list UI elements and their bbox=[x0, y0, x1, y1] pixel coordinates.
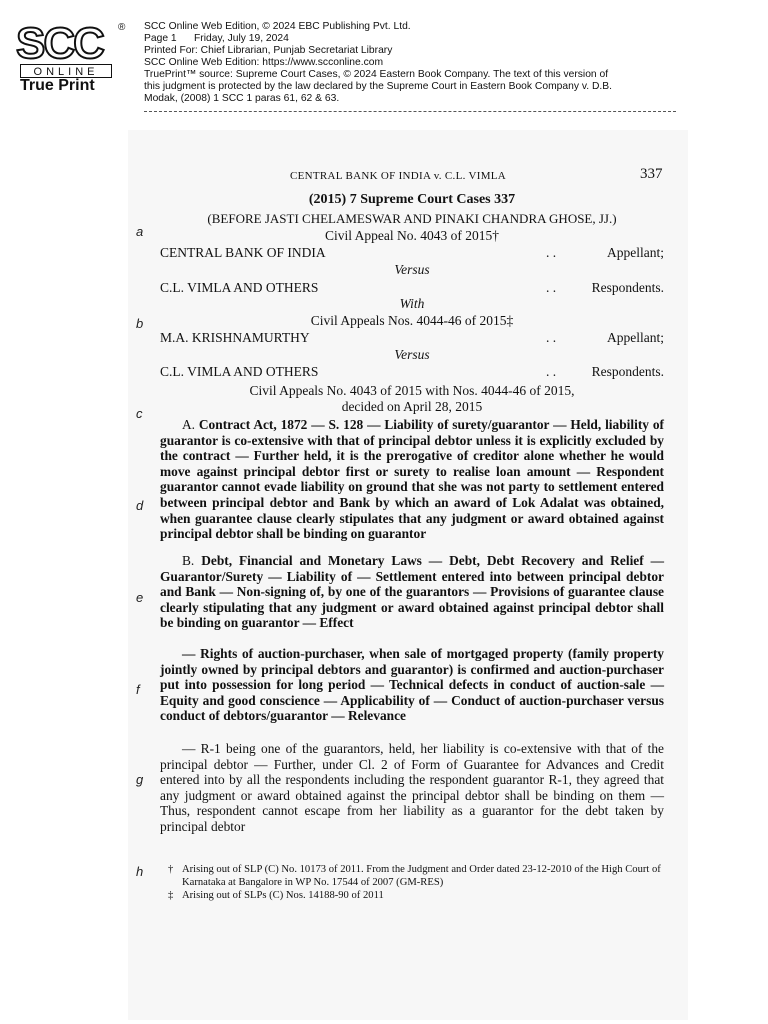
logo-scc-text: SCC bbox=[16, 19, 103, 68]
margin-letter-b: b bbox=[136, 316, 144, 331]
headnote-b-text: Debt, Financial and Monetary Laws — Debt, Debt Recovery and Relief — Guarantor/Surety — Liability of — Settlement entered into between principal debtor and Bank — Non-signing of, by one of the guarantors — Provisions of guarantee clause clearly stipulating that any judgment or award obtained against principal debtor shall be binding on guarantor — Effect bbox=[160, 553, 664, 631]
dots: . . bbox=[546, 364, 557, 379]
bench: (BEFORE JASTI CHELAMESWAR AND PINAKI CHANDRA GHOSE, JJ.) bbox=[207, 211, 617, 226]
party-row-respondent-1 bbox=[160, 280, 664, 296]
header-line-trueprint-source: TruePrint™ source: Supreme Court Cases, © 2024 Eastern Book Company. The text of this version of bbox=[144, 69, 609, 80]
appellant-role: Appellant; bbox=[607, 245, 664, 260]
header-divider bbox=[144, 111, 676, 112]
headnote-b bbox=[160, 553, 664, 631]
margin-letter-h: h bbox=[136, 864, 144, 879]
margin-letter-f: f bbox=[136, 682, 140, 697]
logo-true-print-text: True Print bbox=[20, 77, 95, 94]
appellant-2-name: M.A. KRISHNAMURTHY bbox=[160, 330, 310, 345]
civil-appeal-1: Civil Appeal No. 4043 of 2015† bbox=[325, 228, 499, 243]
page-number: 337 bbox=[640, 166, 663, 182]
appellant-role: Appellant; bbox=[607, 330, 664, 345]
margin-letter-c: c bbox=[136, 406, 143, 421]
footnote-2-text: Arising out of SLPs (C) Nos. 14188-90 of 2011 bbox=[182, 890, 384, 901]
respondent-role: Respondents. bbox=[591, 364, 664, 379]
headnote-b-auction bbox=[160, 646, 664, 724]
party-row-appellant-2 bbox=[160, 330, 664, 346]
dots: . . bbox=[546, 280, 557, 295]
headnote-a-text: Contract Act, 1872 — S. 128 — Liability of surety/guarantor — Held, liability of guarantor is co-extensive with that of principal debtor unless it is explicitly excluded by the contract — Further held, it is the prerogative of creditor alone whether he would move against principal debtor first or surety to realise loan amount — Respondent guarantor cannot evade liability on ground that she was not party to settlement entered between principal debtor and Bank by which an award of Lok Adalat was obtained, when guarantee clause clearly stipulates that any judgment or award obtained against principal debtor shall be binding on guarantor bbox=[160, 417, 664, 542]
margin-letter-d: d bbox=[136, 498, 144, 513]
respondent-1-name: C.L. VIMLA AND OTHERS bbox=[160, 280, 319, 295]
scc-online-logo bbox=[14, 19, 126, 94]
logo-registered-mark: ® bbox=[118, 22, 126, 33]
versus-1: Versus bbox=[394, 262, 430, 277]
margin-letter-a: a bbox=[136, 224, 144, 239]
with-label: With bbox=[399, 296, 425, 311]
party-row-respondent-2 bbox=[160, 364, 664, 380]
decided-line-1: Civil Appeals No. 4043 of 2015 with Nos. 4044-46 of 2015, bbox=[249, 383, 575, 398]
footnote-1-text: Arising out of SLP (C) No. 10173 of 2011. From the Judgment and Order dated 23-12-2010 of the High Court of Karnataka at Bangalore in WP No. 17544 of 2007 (GM-RES) bbox=[182, 864, 661, 888]
header-date: Friday, July 19, 2024 bbox=[194, 33, 289, 44]
footnote-1-mark: † bbox=[168, 864, 174, 875]
party-row-appellant-1 bbox=[160, 245, 664, 261]
header-line-protection: this judgment is protected by the law declared by the Supreme Court in Eastern Book Company v. D.B. bbox=[144, 81, 612, 92]
appellant-1-name: CENTRAL BANK OF INDIA bbox=[160, 245, 326, 260]
case-citation: (2015) 7 Supreme Court Cases 337 bbox=[308, 192, 516, 207]
footnote-2 bbox=[168, 890, 668, 903]
footnote-2-mark: ‡ bbox=[168, 890, 174, 901]
running-head: CENTRAL BANK OF INDIA v. C.L. VIMLA bbox=[290, 170, 507, 182]
header-line-citation: Modak, (2008) 1 SCC 1 paras 61, 62 & 63. bbox=[144, 93, 340, 104]
dots: . . bbox=[546, 245, 557, 260]
body-paragraph-text: — R-1 being one of the guarantors, held, her liability is co-extensive with that of the principal debtor — Further, under Cl. 2 of Form of Guarantee for Advances and Credit entered into by all the respondents including the respondent guarantor R-1, they agreed that any judgment or award obtained against the principal debtor shall be binding on them — Thus, respondent cannot escape from her liability as a guarantor for the debt taken by principal debtor bbox=[160, 741, 664, 834]
dots: . . bbox=[546, 330, 557, 345]
headnote-b-prefix: B. bbox=[182, 553, 195, 568]
header-page-date bbox=[144, 33, 744, 45]
body-paragraph bbox=[160, 741, 664, 835]
header-line-copyright: SCC Online Web Edition, © 2024 EBC Publishing Pvt. Ltd. bbox=[144, 21, 411, 32]
footnote-1 bbox=[168, 864, 668, 889]
margin-letter-e: e bbox=[136, 590, 144, 605]
headnote-a bbox=[160, 417, 664, 542]
respondent-role: Respondents. bbox=[591, 280, 664, 295]
respondent-2-name: C.L. VIMLA AND OTHERS bbox=[160, 364, 319, 379]
margin-letter-g: g bbox=[136, 772, 144, 787]
header-line-web-edition: SCC Online Web Edition: https://www.scconline.com bbox=[144, 57, 384, 68]
headnote-a-prefix: A. bbox=[182, 417, 196, 432]
logo-online-text: ONLINE bbox=[20, 64, 112, 78]
civil-appeal-2: Civil Appeals Nos. 4044-46 of 2015‡ bbox=[310, 313, 514, 328]
header-line-printed-for: Printed For: Chief Librarian, Punjab Secretariat Library bbox=[144, 45, 393, 56]
versus-2: Versus bbox=[394, 347, 430, 362]
headnote-b-auction-text: — Rights of auction-purchaser, when sale of mortgaged property (family property jointly owned by principal debtors and guarantor) is confirmed and auction-purchaser put into possession for long period — Technical defects in conduct of auction-sale — Equity and good conscience — Applicability of — Conduct of auction-purchaser versus conduct of debtors/guarantor — Relevance bbox=[160, 646, 664, 724]
print-header bbox=[144, 21, 744, 105]
decided-line-2: decided on April 28, 2015 bbox=[341, 399, 483, 414]
header-page-label: Page 1 bbox=[144, 33, 177, 44]
